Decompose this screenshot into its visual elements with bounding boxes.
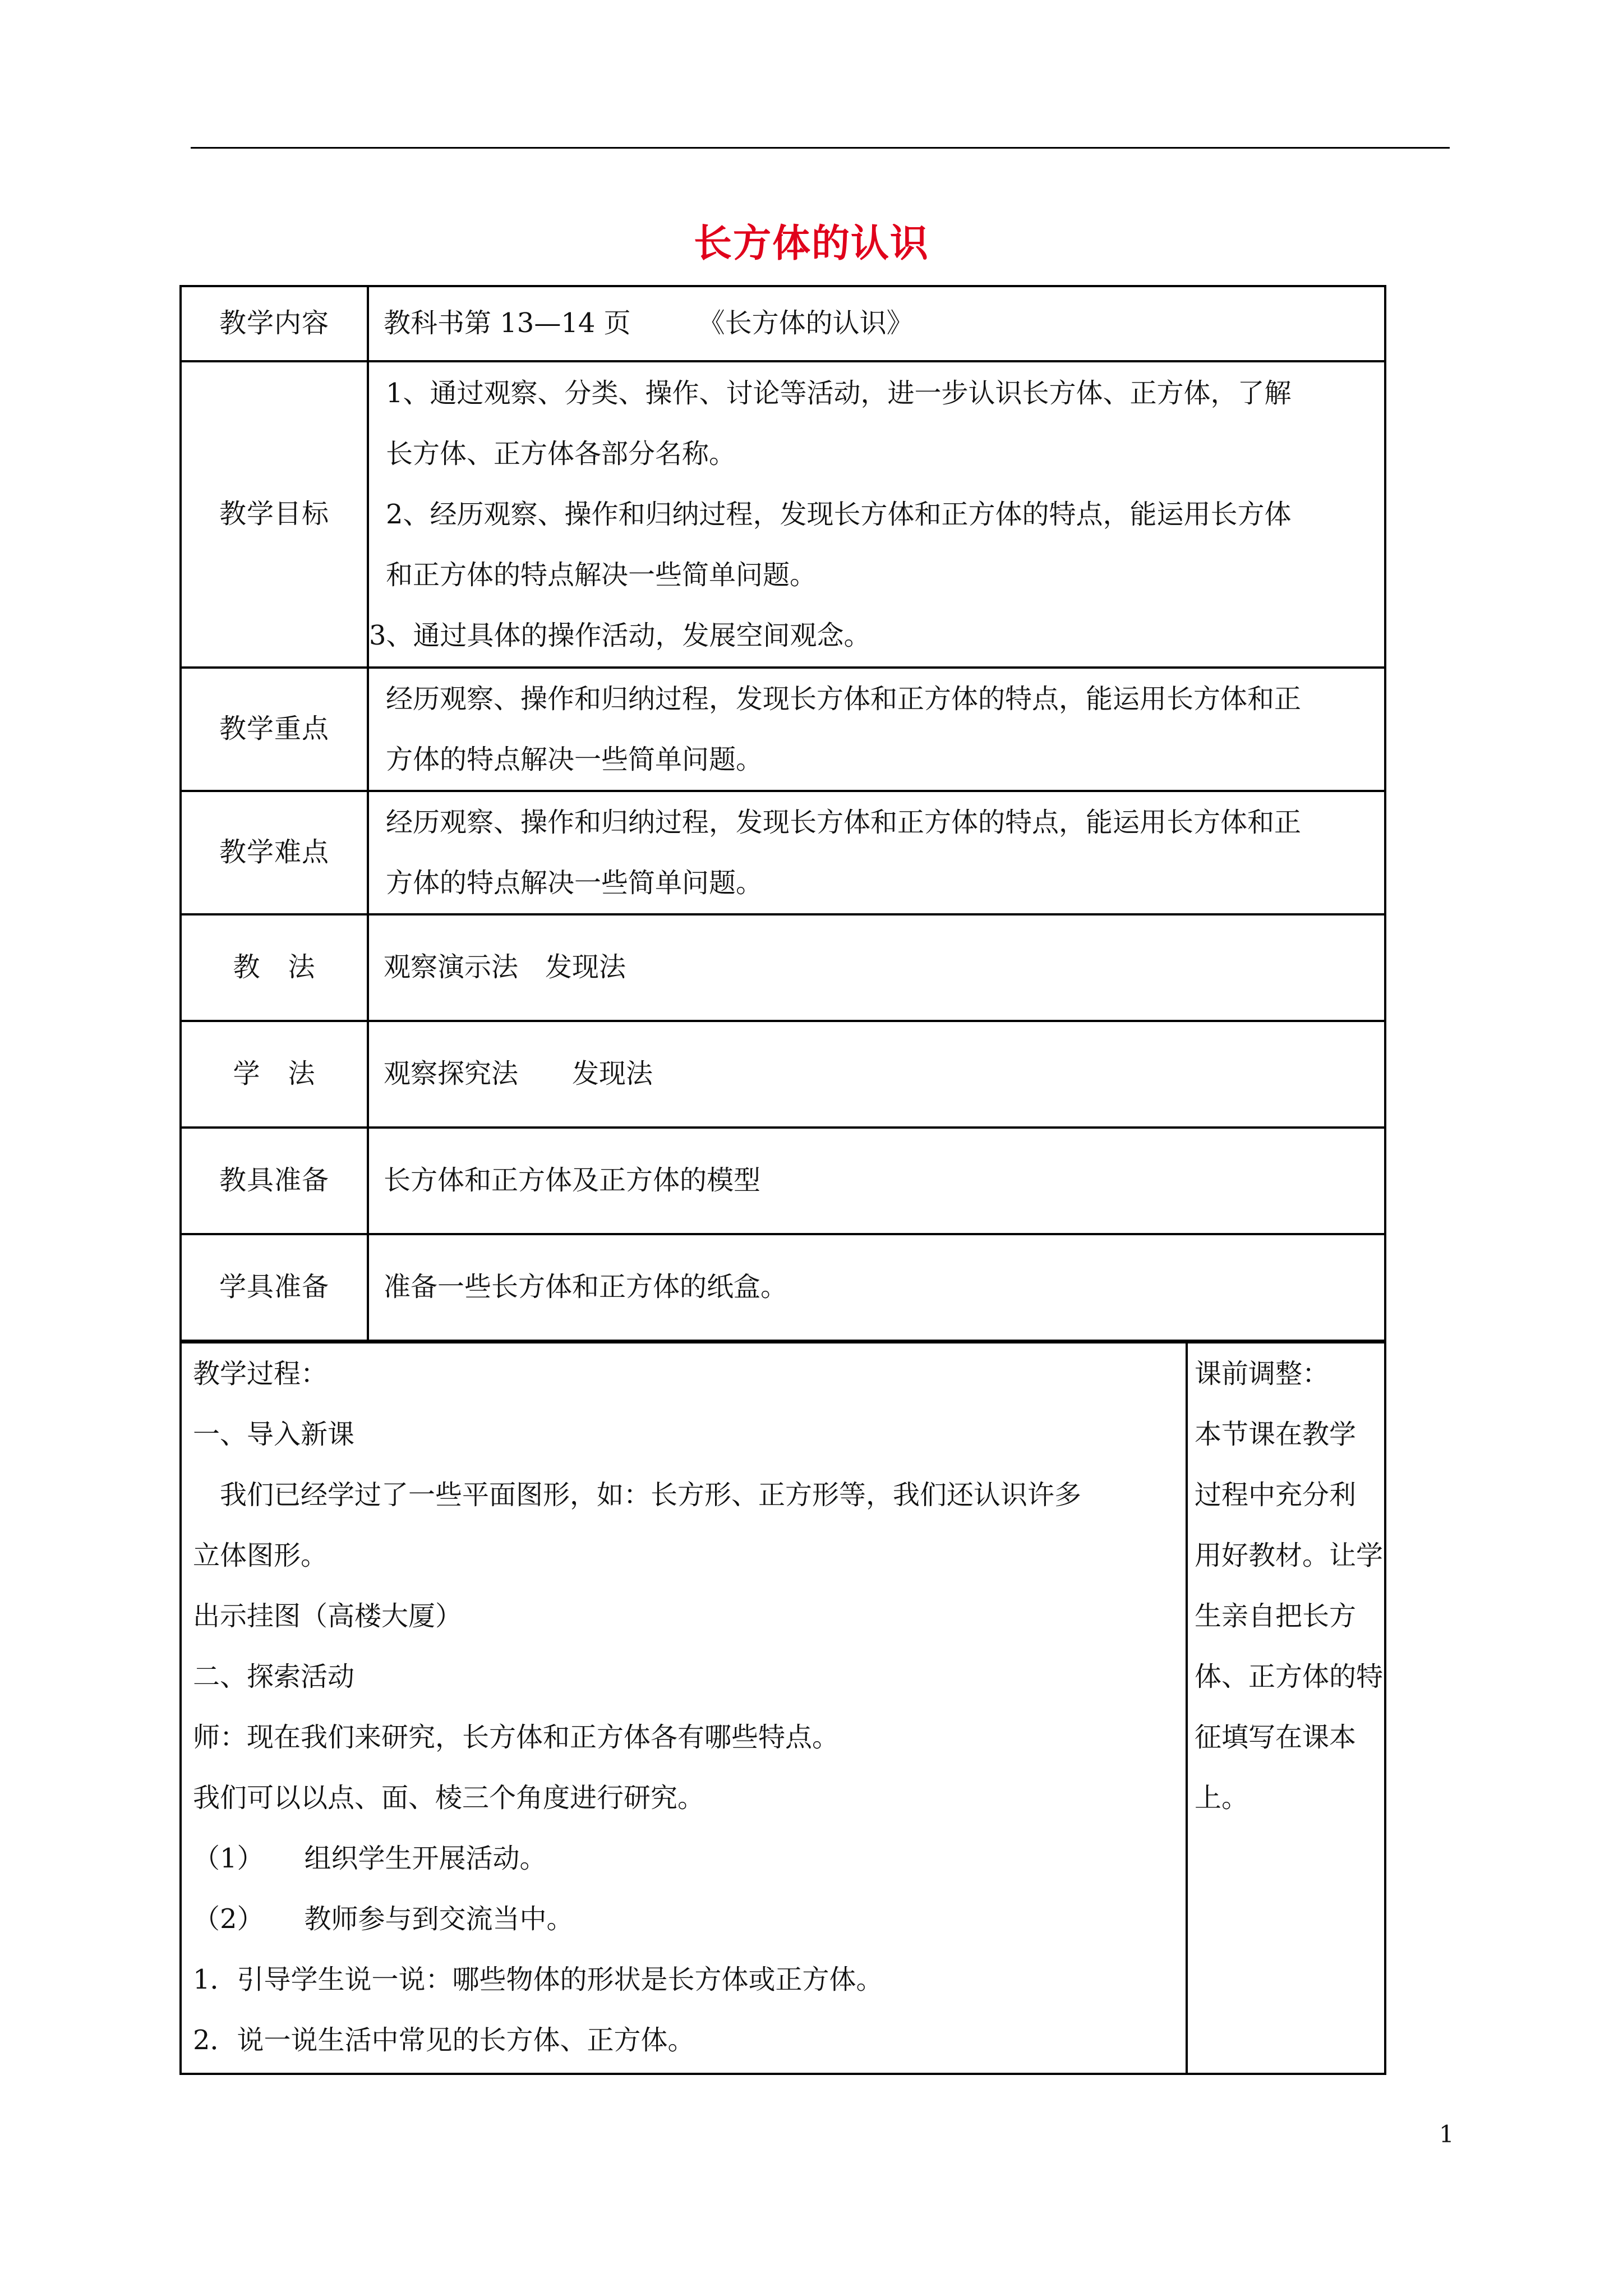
row-value-learning-aids: 准备一些长方体和正方体的纸盒。 (368, 1234, 1385, 1341)
row-value-key-points (368, 668, 1385, 791)
table-row (181, 1021, 1385, 1128)
process-line: 出示挂图（高楼大厦） (193, 1600, 463, 1632)
row-label-learning-method: 学 法 (181, 1021, 368, 1128)
row-label-key-points: 教学重点 (181, 668, 368, 791)
adjustment-line: 体、正方体的特 (1195, 1661, 1384, 1692)
adjustment-line: 用好教材。让学 (1195, 1540, 1384, 1571)
goal-line: 长方体、正方体各部分名称。 (386, 438, 736, 470)
row-label-content: 教学内容 (181, 286, 368, 361)
row-label-learning-aids: 学具准备 (181, 1234, 368, 1341)
table-row (181, 286, 1385, 361)
row-value-goals (368, 361, 1385, 668)
adjustment-line: 本节课在教学 (1195, 1419, 1357, 1450)
table-row (181, 791, 1385, 914)
table-row (181, 914, 1385, 1021)
header-rule (191, 147, 1450, 149)
adjustment-line: 课前调整： (1195, 1358, 1330, 1389)
page-title: 长方体的认识 (693, 221, 929, 266)
table-row (181, 668, 1385, 791)
process-line: 二、探索活动 (193, 1661, 355, 1692)
table-row (181, 1128, 1385, 1234)
process-line: 教学过程： (193, 1358, 328, 1389)
process-line: 2．说一说生活中常见的长方体、正方体。 (193, 2024, 695, 2056)
adjustment-line: 征填写在课本 (1195, 1722, 1357, 1753)
lesson-plan-table (179, 285, 1386, 1342)
difficulty-line: 方体的特点解决一些简单问题。 (386, 867, 763, 899)
row-value-teaching-aids: 长方体和正方体及正方体的模型 (368, 1128, 1385, 1234)
row-value-learning-method: 观察探究法 发现法 (368, 1021, 1385, 1128)
goal-line: 2、经历观察、操作和归纳过程，发现长方体和正方体的特点，能运用长方体 (386, 499, 1292, 530)
process-line: 立体图形。 (193, 1540, 328, 1571)
row-label-difficulties: 教学难点 (181, 791, 368, 914)
process-line: 师：现在我们来研究，长方体和正方体各有哪些特点。 (193, 1722, 840, 1753)
goal-line: 1、通过观察、分类、操作、讨论等活动，进一步认识长方体、正方体，了解 (386, 378, 1292, 409)
process-line: 1．引导学生说一说：哪些物体的形状是长方体或正方体。 (193, 1964, 883, 1995)
goal-line: 3、通过具体的操作活动，发展空间观念。 (369, 620, 871, 651)
table-row (181, 1234, 1385, 1341)
row-value-teaching-method: 观察演示法 发现法 (368, 914, 1385, 1021)
row-label-goals: 教学目标 (181, 361, 368, 668)
teaching-process-cell (181, 1342, 1187, 2074)
table-row (181, 361, 1385, 668)
difficulty-line: 经历观察、操作和归纳过程，发现长方体和正方体的特点，能运用长方体和正 (386, 807, 1302, 838)
adjustment-line: 生亲自把长方 (1195, 1600, 1357, 1632)
process-line: 一、导入新课 (193, 1419, 355, 1450)
adjustment-line: 上。 (1195, 1782, 1249, 1814)
pre-class-adjustment-cell (1187, 1342, 1385, 2074)
key-point-line: 方体的特点解决一些简单问题。 (386, 744, 763, 775)
process-line: （2） 教师参与到交流当中。 (193, 1903, 574, 1935)
row-value-difficulties (368, 791, 1385, 914)
process-line: 我们可以以点、面、棱三个角度进行研究。 (193, 1782, 705, 1814)
process-line: 我们已经学过了一些平面图形，如：长方形、正方形等，我们还认识许多 (193, 1479, 1082, 1511)
row-label-teaching-aids: 教具准备 (181, 1128, 368, 1234)
teaching-process-table (179, 1341, 1386, 2075)
page-number: 1 (1439, 2120, 1454, 2148)
key-point-line: 经历观察、操作和归纳过程，发现长方体和正方体的特点，能运用长方体和正 (386, 683, 1302, 715)
goal-line: 和正方体的特点解决一些简单问题。 (386, 559, 817, 591)
table-row (181, 1342, 1385, 2074)
row-value-content: 教科书第 13—14 页 《长方体的认识》 (368, 286, 1385, 361)
row-label-teaching-method: 教 法 (181, 914, 368, 1021)
process-line: （1） 组织学生开展活动。 (193, 1843, 547, 1874)
adjustment-line: 过程中充分利 (1195, 1479, 1357, 1511)
